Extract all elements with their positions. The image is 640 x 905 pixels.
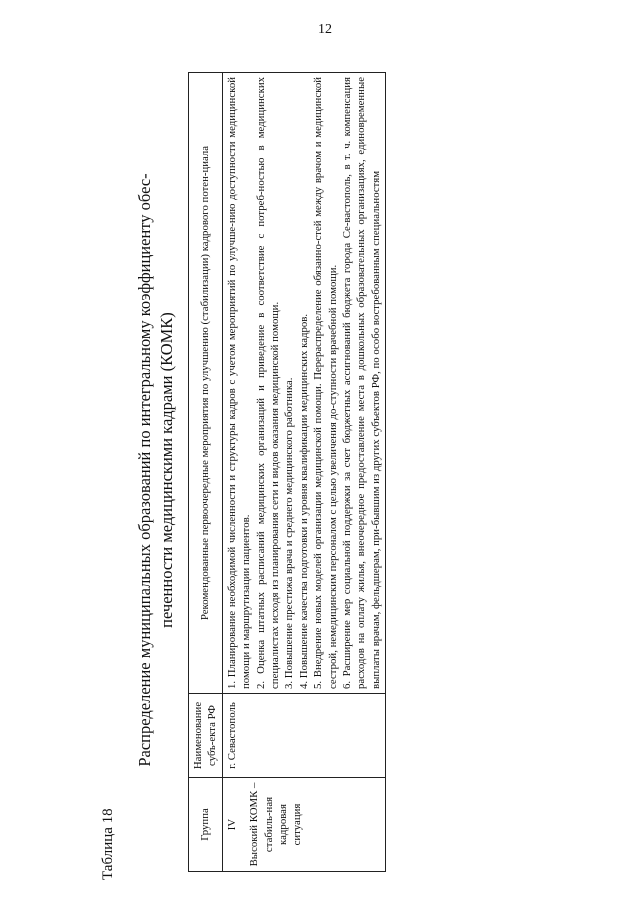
table-header-row bbox=[189, 73, 223, 872]
measure-item: 4. Повышение качества подготовки и уровня квалификации медицинских кадров. bbox=[297, 313, 310, 689]
table-label: Таблица 18 bbox=[100, 808, 116, 880]
kadry-table bbox=[188, 72, 386, 872]
rotated-page-content bbox=[100, 60, 620, 880]
measures-cell bbox=[222, 73, 385, 694]
header-subject: Наименование субъ-екта РФ bbox=[189, 694, 223, 778]
measure-item: 1. Планирование необходимой численности и структуры кадров с учетом мероприятий по улучше-нию доступности медицинской помощи и маршрутизации пациентов. bbox=[225, 77, 253, 689]
table-title: Распределение муниципальных образований по интегральному коэффициенту обес- печенности медицинскими кадрами (КОМК) bbox=[135, 173, 176, 767]
header-group: Группа bbox=[189, 778, 223, 872]
measure-item: 3. Повышение престижа врача и среднего медицинского работника. bbox=[283, 377, 296, 689]
group-number: IV bbox=[225, 818, 238, 831]
group-cell bbox=[222, 778, 385, 872]
measure-item: 5. Внедрение новых моделей организации медицинской помощи. Перераспределение обязанно-стей между врачом и медицинской сестрой, немедицинским персоналом с целью увеличения до-ступности врачебной помощи. bbox=[312, 77, 339, 689]
header-measures: Рекомендованные первоочередные мероприятия по улучшению (стабилизации) кадрового потен-циала bbox=[189, 73, 223, 694]
page-number: 12 bbox=[318, 22, 332, 37]
subject-name: г. Севастополь bbox=[225, 702, 238, 769]
group-description: Высокий КОМК – стабиль-ная кадровая ситуация bbox=[248, 782, 304, 867]
subject-cell bbox=[222, 694, 385, 778]
table-row bbox=[222, 73, 385, 872]
measure-item: 2. Оценка штатных расписаний медицинских организаций и приведение в соответствие с потреб-ностью в медицинских специалистах исходя из планирования сети и видов оказания медицинской помощи. bbox=[254, 77, 282, 689]
measure-item: 6. Расширение мер социальной поддержки за счет бюджетных ассигнований бюджета города Се-вастополь, в т. ч. компенсация расходов на оплату жилья, внеочередное предоставление места в дошкольных образовательных организациях, единовременные выплаты врачам, фельдшерам, при-бывшим из других субъектов РФ, по особо востребованным специальностям bbox=[341, 77, 382, 689]
